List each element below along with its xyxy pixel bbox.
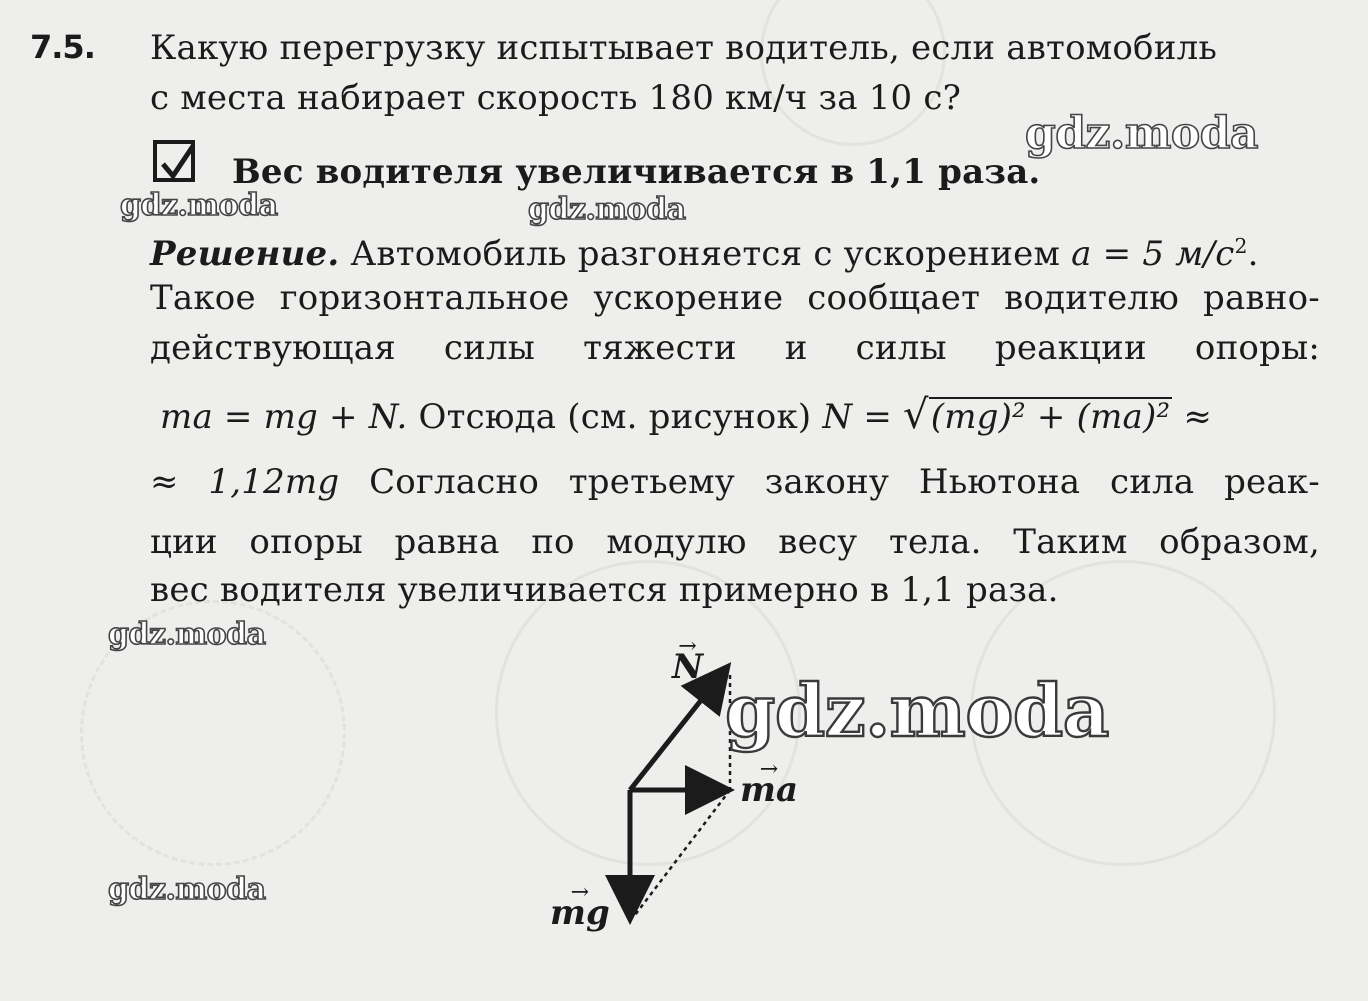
solution-line-2: Такое горизонтальное ускорение сообщает водителю равно- [150,278,1320,318]
solution-label: Решение. [150,234,340,275]
equation-line [160,392,1213,438]
result-value: ≈ 1,12mg [150,462,340,502]
mg-label: → mg [550,893,610,933]
ma-label: → ma [740,770,798,810]
watermark: gdz.moda [528,192,686,227]
answer-text: Вес водителя увеличивается в 1,1 раза. [232,152,1041,192]
reaction-force-symbol: N = [822,397,893,437]
question-line-2: с места набирает скорость 180 км/ч за 10 с? [150,78,962,118]
dashed-diagonal [635,790,730,915]
acceleration-formula: a = 5 м/с [1071,234,1235,275]
solution-line-5-text: Согласно третьему закону Ньютона сила реак- [369,462,1320,502]
n-vector-arrow [630,670,725,790]
solution-line-3: действующая силы тяжести и силы реакции опоры: [150,328,1320,368]
vector-equation: ma = mg + N. [160,397,408,437]
acceleration-exponent: 2 [1234,234,1248,258]
equation-text: Отсюда (см. рисунок) [418,397,812,437]
question-line-1: Какую перегрузку испытывает водитель, если автомобиль [150,28,1218,68]
watermark: gdz.moda [1025,108,1259,159]
watermark: gdz.moda [120,188,278,223]
solution-line-6: ции опоры равна по модулю весу тела. Таким образом, [150,522,1320,562]
bleed-circle [760,0,946,146]
sqrt-expression: (mg)² + (ma)² [930,397,1171,437]
n-label: → N [672,647,703,687]
solution-line-1: Решение. Автомобиль разгоняется с ускорением a = 5 $м/с^2$. [150,234,1259,275]
solution-line-5 [150,462,1320,502]
solution-line-1-text: Автомобиль разгоняется с ускорением [339,234,1072,275]
problem-number: 7.5. [30,28,95,66]
watermark: gdz.moda [108,872,266,907]
checkmark-icon [157,144,199,186]
watermark: gdz.moda [108,617,266,652]
approx-sign: ≈ [1183,397,1213,437]
watermark: gdz.moda [725,668,1109,753]
sqrt-sign: √ [903,392,929,438]
solution-line-7: вес водителя увеличивается примерно в 1,1 раза. [150,570,1059,610]
answer-checkbox [153,140,195,182]
